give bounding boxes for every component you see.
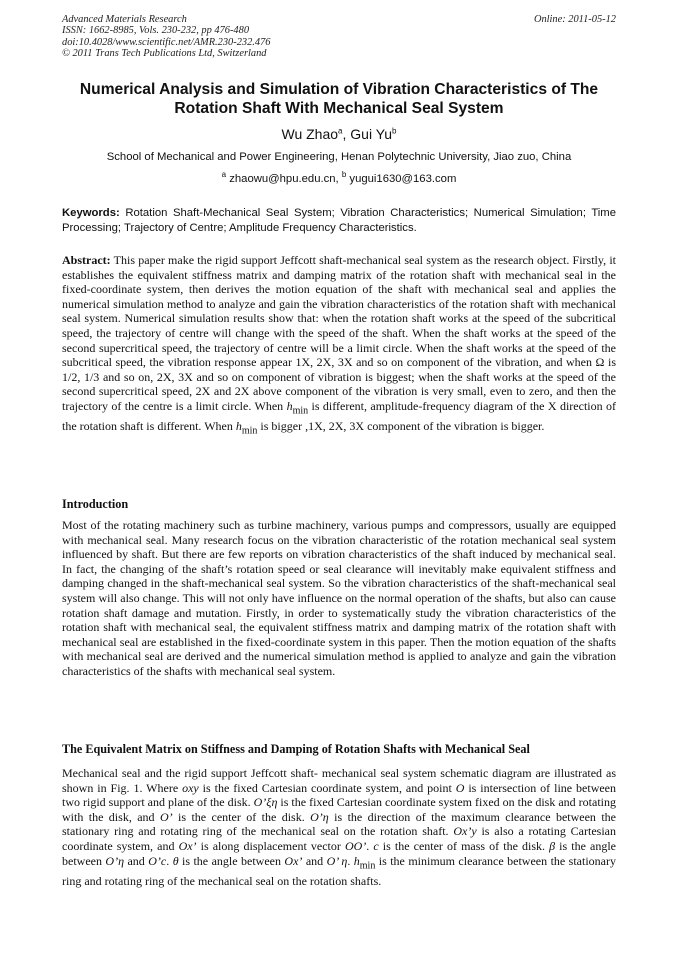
- abstract-hmin-2: h: [235, 418, 242, 433]
- s2-t5: is the center of the disk.: [172, 809, 311, 824]
- s2-t16: .: [347, 853, 354, 868]
- journal-copyright: © 2011 Trans Tech Publications Ltd, Switzerland: [62, 48, 267, 60]
- author-emails: [62, 172, 616, 186]
- s2-t12: and: [124, 853, 149, 868]
- s2-t15: and: [302, 853, 327, 868]
- s2-t17: is the minimum clearance between the stationary ring and rotating ring of the mechanical seal on the rotation shafts.: [62, 853, 616, 888]
- keywords-text: Rotation Shaft-Mechanical Seal System; Vibration Characteristics; Numerical Simulation; Time Processing; Trajectory of Centre; Amplitude Frequency Characteristics.: [62, 207, 616, 234]
- s2-i8: OO’: [344, 838, 367, 853]
- journal-issn: ISSN: 1662-8985, Vols. 230-232, pp 476-480: [62, 25, 250, 37]
- s2-i4: O’: [159, 809, 173, 824]
- keywords-label: Keywords:: [62, 207, 120, 219]
- s2-t3: is intersection of line between two rigid support and plane of the disk.: [62, 780, 617, 810]
- s2-t7: is also a rotating Cartesian coordinate system, and: [62, 824, 616, 853]
- s2-t6: is the direction of the maximum clearance between the stationary ring and rotating ring of the mechanical seal on the rotation shaft.: [62, 809, 617, 839]
- abstract-hmin-1: h: [286, 398, 293, 413]
- s2-t11: is the angle between: [62, 838, 616, 868]
- author-2-affiliation-mark: b: [392, 126, 397, 136]
- journal-header: [62, 14, 616, 60]
- abstract: [62, 253, 616, 439]
- paper-title: Numerical Analysis and Simulation of Vibration Characteristics of The Rotation Shaft With Mechanical Seal System: [79, 81, 599, 117]
- s2-i2: O: [455, 780, 465, 795]
- s2-i15: O’ η: [326, 853, 348, 868]
- s2-t1: Mechanical seal and the rigid support Jeffcott shaft- mechanical seal system schematic diagram are illustrated as shown in Fig. 1. Where: [62, 766, 616, 795]
- introduction-heading: Introduction: [62, 497, 129, 511]
- abstract-label: Abstract:: [62, 253, 111, 267]
- author-1: Wu Zhao: [281, 126, 339, 142]
- author-2: Gui Yu: [350, 126, 393, 142]
- keywords: [62, 206, 616, 235]
- s2-i12: O’c: [148, 853, 167, 868]
- s2-i13: θ: [172, 853, 179, 868]
- s2-i16: h: [353, 853, 360, 868]
- paper-authors: [62, 126, 616, 142]
- s2-i6: Ox’y: [453, 824, 477, 839]
- introduction-text: Most of the rotating machinery such as turbine machinery, various pumps and compressors, usually are equipped with mechanical seal. Many research focus on the vibration characteristic of the rotation mechanical seal system influenced by shaft. But there are few reports on vibration characteristics of the shaft induced by mechanical seal. In fact, the changing of the shaft’s rotation speed or seal clearance will inevitably make equivalent stiffness and damping changed in the shaft-mechanical seal system. So the vibration characteristics of the shaft-mechanical seal system will also change. This will not only have influence on the normal operation of the shafts, but also can cause rotation shaft damage and mutation. Firstly, in order to systematically study the vibration characteristics of the rotation shaft with mechanical seal, the equivalent stiffness matrix and damping matrix of the rotation shaft with mechanical seal are established in the fixed-coordinate system in this paper. Then the motion equation of the shafts with mechanical seal are derived and the numerical simulation method is applied to analyze and gain the vibration characteristics of the shafts with mechanical seal system.: [62, 518, 616, 678]
- section-2-text: [62, 766, 616, 888]
- email-a: zhaowu@hpu.edu.cn,: [226, 173, 342, 185]
- abstract-text-1: This paper make the rigid support Jeffcott shaft-mechanical seal system as the research object. Firstly, it establishes the equivalent stiffness matrix and damping matrix of the rotation shaft with mechanical seal in the fixed-coordinate system, then derives the motion equation of the shaft with mechanical seal and applies the numerical simulation method to analyze and gain the vibration characteristics of the rotation shaft with mechanical seal system. Numerical simulation results show that: when the rotation shaft works at the speed of the subcritical speed, the trajectory of centre will change with the speed of the shaft. When the shaft works at the speed of the second supercritical speed, the trajectory of centre will be a limit circle. When the shaft works at the speed of the subcritical speed, the vibration response appear 1X, 2X, 3X and so on component of the vibration, and when Ω is 1/2, 1/3 and so on, 2X, 3X and so on component of vibration is biggest; when the shaft works at the speed of the second supercritical speed, 2X and 2X above component of the vibration is very small, even to zero, and then the trajectory of the centre is a limit circle. When: [62, 253, 616, 413]
- abstract-text-3: is bigger ,1X, 2X, 3X component of the vibration is bigger.: [257, 418, 545, 433]
- email-b: yugui1630@163.com: [346, 173, 457, 185]
- abstract-hmin-2-sub: min: [241, 425, 258, 437]
- s2-i11: O’η: [105, 853, 125, 868]
- email-mark-a: a: [221, 170, 227, 180]
- s2-i3: O’ξη: [253, 795, 278, 810]
- author-1-affiliation-mark: a: [338, 126, 343, 136]
- s2-t10: is the center of mass of the disk.: [378, 838, 550, 853]
- section-2-heading: The Equivalent Matrix on Stiffness and Damping of Rotation Shafts with Mechanical Seal: [62, 742, 530, 756]
- s2-i1: oxy: [182, 780, 199, 795]
- s2-t13: .: [166, 853, 173, 868]
- email-mark-b: b: [341, 170, 347, 180]
- s2-i7: Ox’: [178, 838, 197, 853]
- s2-i5: O’η: [310, 809, 329, 824]
- s2-t2: is the fixed Cartesian coordinate system, and point: [198, 780, 456, 795]
- s2-t9: .: [366, 838, 374, 853]
- s2-t8: is along displacement vector: [196, 838, 345, 853]
- journal-doi: doi:10.4028/www.scientific.net/AMR.230-232.476: [62, 36, 271, 48]
- author-separator: ,: [342, 126, 351, 142]
- s2-i10: β: [549, 838, 556, 853]
- s2-i16-sub: min: [359, 859, 376, 871]
- s2-t4: is the fixed Cartesian coordinate system fixed on the disk and rotating with the disk, and: [62, 795, 616, 824]
- abstract-text-2: is different, amplitude-frequency diagram of the X direction of the rotation shaft is different. When: [62, 398, 617, 433]
- s2-i9: c: [373, 838, 379, 853]
- affiliation: School of Mechanical and Power Engineering, Henan Polytechnic University, Jiao zuo, China: [106, 151, 572, 163]
- s2-i14: Ox’: [284, 853, 303, 868]
- s2-t14: is the angle between: [178, 853, 285, 868]
- online-date: Online: 2011-05-12: [533, 14, 616, 25]
- abstract-hmin-1-sub: min: [292, 405, 309, 417]
- journal-name: Advanced Materials Research: [62, 14, 187, 25]
